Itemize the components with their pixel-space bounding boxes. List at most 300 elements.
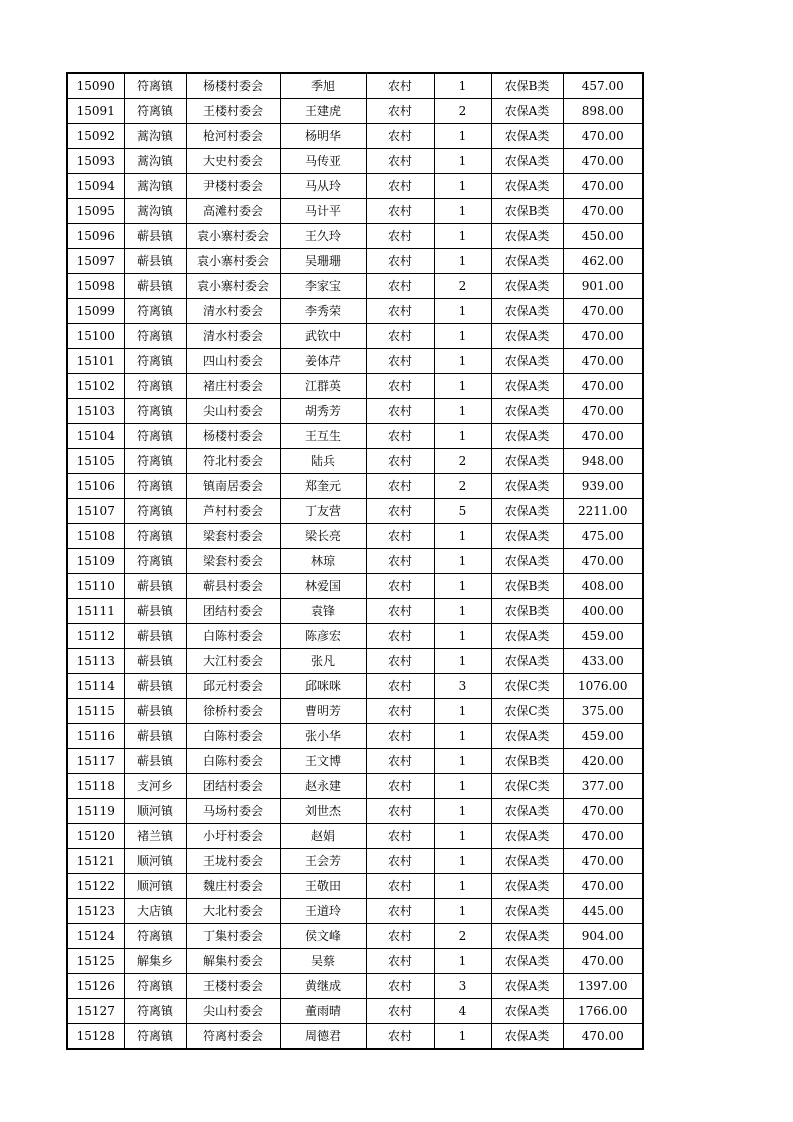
name-cell: 黄继成: [280, 974, 366, 999]
category-cell: 农保A类: [491, 949, 563, 974]
household-type-cell: 农村: [366, 799, 434, 824]
town-cell: 蕲县镇: [124, 224, 186, 249]
record-id-cell: 15098: [67, 274, 124, 299]
amount-cell: 475.00: [563, 524, 643, 549]
amount-cell: 470.00: [563, 374, 643, 399]
member-count-cell: 2: [434, 474, 491, 499]
category-cell: 农保A类: [491, 874, 563, 899]
member-count-cell: 1: [434, 849, 491, 874]
household-type-cell: 农村: [366, 574, 434, 599]
name-cell: 周德君: [280, 1024, 366, 1050]
table-row: [67, 799, 643, 824]
member-count-cell: 1: [434, 324, 491, 349]
table-row: [67, 974, 643, 999]
member-count-cell: 1: [434, 549, 491, 574]
amount-cell: 904.00: [563, 924, 643, 949]
record-id-cell: 15121: [67, 849, 124, 874]
household-type-cell: 农村: [366, 874, 434, 899]
category-cell: 农保A类: [491, 424, 563, 449]
category-cell: 农保A类: [491, 549, 563, 574]
amount-cell: 1397.00: [563, 974, 643, 999]
amount-cell: 470.00: [563, 299, 643, 324]
village-committee-cell: 枪河村委会: [186, 124, 280, 149]
member-count-cell: 1: [434, 524, 491, 549]
record-id-cell: 15113: [67, 649, 124, 674]
household-type-cell: 农村: [366, 524, 434, 549]
amount-cell: 375.00: [563, 699, 643, 724]
table-body: [67, 73, 643, 1049]
village-committee-cell: 小圩村委会: [186, 824, 280, 849]
name-cell: 陆兵: [280, 449, 366, 474]
village-committee-cell: 丁集村委会: [186, 924, 280, 949]
amount-cell: 470.00: [563, 124, 643, 149]
amount-cell: 462.00: [563, 249, 643, 274]
member-count-cell: 1: [434, 899, 491, 924]
town-cell: 蕲县镇: [124, 574, 186, 599]
household-type-cell: 农村: [366, 149, 434, 174]
name-cell: 马从玲: [280, 174, 366, 199]
amount-cell: 470.00: [563, 149, 643, 174]
town-cell: 符离镇: [124, 73, 186, 99]
town-cell: 蒿沟镇: [124, 199, 186, 224]
village-committee-cell: 褚庄村委会: [186, 374, 280, 399]
household-type-cell: 农村: [366, 73, 434, 99]
name-cell: 刘世杰: [280, 799, 366, 824]
member-count-cell: 2: [434, 274, 491, 299]
member-count-cell: 1: [434, 699, 491, 724]
record-id-cell: 15105: [67, 449, 124, 474]
amount-cell: 470.00: [563, 824, 643, 849]
household-type-cell: 农村: [366, 174, 434, 199]
amount-cell: 470.00: [563, 949, 643, 974]
member-count-cell: 1: [434, 399, 491, 424]
record-id-cell: 15097: [67, 249, 124, 274]
village-committee-cell: 梁套村委会: [186, 549, 280, 574]
town-cell: 符离镇: [124, 399, 186, 424]
household-type-cell: 农村: [366, 924, 434, 949]
record-id-cell: 15126: [67, 974, 124, 999]
member-count-cell: 1: [434, 174, 491, 199]
village-committee-cell: 袁小寨村委会: [186, 224, 280, 249]
category-cell: 农保A类: [491, 974, 563, 999]
member-count-cell: 3: [434, 974, 491, 999]
amount-cell: 470.00: [563, 174, 643, 199]
category-cell: 农保C类: [491, 774, 563, 799]
category-cell: 农保A类: [491, 324, 563, 349]
town-cell: 符离镇: [124, 524, 186, 549]
village-committee-cell: 高滩村委会: [186, 199, 280, 224]
category-cell: 农保A类: [491, 624, 563, 649]
amount-cell: 939.00: [563, 474, 643, 499]
record-id-cell: 15114: [67, 674, 124, 699]
category-cell: 农保C类: [491, 699, 563, 724]
category-cell: 农保A类: [491, 924, 563, 949]
village-committee-cell: 清水村委会: [186, 299, 280, 324]
name-cell: 王久玲: [280, 224, 366, 249]
town-cell: 符离镇: [124, 549, 186, 574]
name-cell: 马计平: [280, 199, 366, 224]
record-id-cell: 15124: [67, 924, 124, 949]
town-cell: 蕲县镇: [124, 274, 186, 299]
amount-cell: 470.00: [563, 849, 643, 874]
village-committee-cell: 大史村委会: [186, 149, 280, 174]
village-committee-cell: 清水村委会: [186, 324, 280, 349]
category-cell: 农保B类: [491, 599, 563, 624]
member-count-cell: 1: [434, 799, 491, 824]
name-cell: 李家宝: [280, 274, 366, 299]
table-row: [67, 499, 643, 524]
town-cell: 符离镇: [124, 374, 186, 399]
town-cell: 支河乡: [124, 774, 186, 799]
village-committee-cell: 魏庄村委会: [186, 874, 280, 899]
town-cell: 大店镇: [124, 899, 186, 924]
member-count-cell: 1: [434, 199, 491, 224]
village-committee-cell: 杨楼村委会: [186, 424, 280, 449]
town-cell: 蕲县镇: [124, 249, 186, 274]
table-row: [67, 124, 643, 149]
category-cell: 农保C类: [491, 674, 563, 699]
amount-cell: 408.00: [563, 574, 643, 599]
name-cell: 李秀荣: [280, 299, 366, 324]
member-count-cell: 1: [434, 874, 491, 899]
category-cell: 农保A类: [491, 399, 563, 424]
table-row: [67, 1024, 643, 1050]
category-cell: 农保A类: [491, 124, 563, 149]
record-id-cell: 15092: [67, 124, 124, 149]
village-committee-cell: 王垅村委会: [186, 849, 280, 874]
table-row: [67, 424, 643, 449]
amount-cell: 470.00: [563, 799, 643, 824]
village-committee-cell: 尹楼村委会: [186, 174, 280, 199]
member-count-cell: 1: [434, 749, 491, 774]
village-committee-cell: 白陈村委会: [186, 749, 280, 774]
village-committee-cell: 团结村委会: [186, 599, 280, 624]
record-id-cell: 15094: [67, 174, 124, 199]
village-committee-cell: 白陈村委会: [186, 724, 280, 749]
amount-cell: 470.00: [563, 549, 643, 574]
household-type-cell: 农村: [366, 849, 434, 874]
category-cell: 农保A类: [491, 299, 563, 324]
village-committee-cell: 符北村委会: [186, 449, 280, 474]
category-cell: 农保A类: [491, 249, 563, 274]
name-cell: 胡秀芳: [280, 399, 366, 424]
record-id-cell: 15108: [67, 524, 124, 549]
household-type-cell: 农村: [366, 99, 434, 124]
household-type-cell: 农村: [366, 249, 434, 274]
amount-cell: 898.00: [563, 99, 643, 124]
member-count-cell: 1: [434, 649, 491, 674]
record-id-cell: 15109: [67, 549, 124, 574]
village-committee-cell: 白陈村委会: [186, 624, 280, 649]
category-cell: 农保A类: [491, 849, 563, 874]
town-cell: 蕲县镇: [124, 749, 186, 774]
member-count-cell: 1: [434, 249, 491, 274]
town-cell: 符离镇: [124, 449, 186, 474]
amount-cell: 1076.00: [563, 674, 643, 699]
table-row: [67, 449, 643, 474]
table-row: [67, 749, 643, 774]
town-cell: 蕲县镇: [124, 699, 186, 724]
record-id-cell: 15093: [67, 149, 124, 174]
town-cell: 蕲县镇: [124, 599, 186, 624]
member-count-cell: 2: [434, 449, 491, 474]
record-id-cell: 15110: [67, 574, 124, 599]
town-cell: 符离镇: [124, 499, 186, 524]
town-cell: 蒿沟镇: [124, 124, 186, 149]
member-count-cell: 1: [434, 599, 491, 624]
table-row: [67, 174, 643, 199]
name-cell: 王道玲: [280, 899, 366, 924]
amount-cell: 470.00: [563, 874, 643, 899]
name-cell: 王建虎: [280, 99, 366, 124]
record-id-cell: 15120: [67, 824, 124, 849]
town-cell: 蒿沟镇: [124, 174, 186, 199]
amount-cell: 948.00: [563, 449, 643, 474]
name-cell: 张小华: [280, 724, 366, 749]
amount-cell: 470.00: [563, 349, 643, 374]
category-cell: 农保A类: [491, 999, 563, 1024]
name-cell: 侯文峰: [280, 924, 366, 949]
table-row: [67, 349, 643, 374]
household-type-cell: 农村: [366, 649, 434, 674]
category-cell: 农保A类: [491, 174, 563, 199]
household-type-cell: 农村: [366, 599, 434, 624]
category-cell: 农保A类: [491, 149, 563, 174]
member-count-cell: 1: [434, 224, 491, 249]
town-cell: 符离镇: [124, 924, 186, 949]
name-cell: 张凡: [280, 649, 366, 674]
town-cell: 符离镇: [124, 324, 186, 349]
category-cell: 农保A类: [491, 649, 563, 674]
amount-cell: 377.00: [563, 774, 643, 799]
household-type-cell: 农村: [366, 199, 434, 224]
table-row: [67, 824, 643, 849]
table-row: [67, 149, 643, 174]
category-cell: 农保B类: [491, 199, 563, 224]
record-id-cell: 15104: [67, 424, 124, 449]
member-count-cell: 1: [434, 124, 491, 149]
name-cell: 袁锋: [280, 599, 366, 624]
town-cell: 符离镇: [124, 999, 186, 1024]
village-committee-cell: 符离村委会: [186, 1024, 280, 1050]
member-count-cell: 1: [434, 774, 491, 799]
member-count-cell: 1: [434, 349, 491, 374]
household-type-cell: 农村: [366, 674, 434, 699]
village-committee-cell: 四山村委会: [186, 349, 280, 374]
town-cell: 符离镇: [124, 99, 186, 124]
household-type-cell: 农村: [366, 974, 434, 999]
record-id-cell: 15122: [67, 874, 124, 899]
village-committee-cell: 大北村委会: [186, 899, 280, 924]
table-row: [67, 699, 643, 724]
category-cell: 农保A类: [491, 499, 563, 524]
member-count-cell: 1: [434, 574, 491, 599]
household-type-cell: 农村: [366, 624, 434, 649]
category-cell: 农保A类: [491, 724, 563, 749]
village-committee-cell: 芦村村委会: [186, 499, 280, 524]
household-type-cell: 农村: [366, 1024, 434, 1050]
member-count-cell: 1: [434, 374, 491, 399]
category-cell: 农保A类: [491, 374, 563, 399]
record-id-cell: 15096: [67, 224, 124, 249]
category-cell: 农保A类: [491, 524, 563, 549]
amount-cell: 470.00: [563, 424, 643, 449]
category-cell: 农保A类: [491, 824, 563, 849]
household-type-cell: 农村: [366, 499, 434, 524]
household-type-cell: 农村: [366, 824, 434, 849]
member-count-cell: 1: [434, 724, 491, 749]
record-id-cell: 15119: [67, 799, 124, 824]
amount-cell: 420.00: [563, 749, 643, 774]
amount-cell: 470.00: [563, 1024, 643, 1050]
record-id-cell: 15107: [67, 499, 124, 524]
category-cell: 农保A类: [491, 274, 563, 299]
record-id-cell: 15125: [67, 949, 124, 974]
table-row: [67, 374, 643, 399]
record-id-cell: 15091: [67, 99, 124, 124]
name-cell: 董雨晴: [280, 999, 366, 1024]
record-id-cell: 15115: [67, 699, 124, 724]
amount-cell: 470.00: [563, 399, 643, 424]
amount-cell: 901.00: [563, 274, 643, 299]
record-id-cell: 15111: [67, 599, 124, 624]
household-type-cell: 农村: [366, 999, 434, 1024]
household-type-cell: 农村: [366, 424, 434, 449]
table-row: [67, 624, 643, 649]
amount-cell: 457.00: [563, 73, 643, 99]
village-committee-cell: 尖山村委会: [186, 999, 280, 1024]
table-row: [67, 324, 643, 349]
record-id-cell: 15103: [67, 399, 124, 424]
table-row: [67, 99, 643, 124]
table-row: [67, 299, 643, 324]
table-row: [67, 199, 643, 224]
town-cell: 蕲县镇: [124, 674, 186, 699]
record-id-cell: 15127: [67, 999, 124, 1024]
table-row: [67, 524, 643, 549]
name-cell: 邱咪咪: [280, 674, 366, 699]
town-cell: 顺河镇: [124, 799, 186, 824]
category-cell: 农保B类: [491, 749, 563, 774]
amount-cell: 400.00: [563, 599, 643, 624]
name-cell: 吴珊珊: [280, 249, 366, 274]
name-cell: 丁友营: [280, 499, 366, 524]
household-type-cell: 农村: [366, 399, 434, 424]
member-count-cell: 1: [434, 73, 491, 99]
table-row: [67, 899, 643, 924]
village-committee-cell: 马场村委会: [186, 799, 280, 824]
member-count-cell: 3: [434, 674, 491, 699]
record-id-cell: 15099: [67, 299, 124, 324]
table-row: [67, 249, 643, 274]
household-type-cell: 农村: [366, 349, 434, 374]
table-row: [67, 549, 643, 574]
category-cell: 农保B类: [491, 73, 563, 99]
village-committee-cell: 团结村委会: [186, 774, 280, 799]
town-cell: 顺河镇: [124, 849, 186, 874]
town-cell: 褚兰镇: [124, 824, 186, 849]
name-cell: 梁长亮: [280, 524, 366, 549]
member-count-cell: 1: [434, 824, 491, 849]
household-type-cell: 农村: [366, 374, 434, 399]
member-count-cell: 5: [434, 499, 491, 524]
record-id-cell: 15102: [67, 374, 124, 399]
member-count-cell: 4: [434, 999, 491, 1024]
table-row: [67, 649, 643, 674]
name-cell: 马传亚: [280, 149, 366, 174]
name-cell: 陈彦宏: [280, 624, 366, 649]
amount-cell: 459.00: [563, 624, 643, 649]
record-id-cell: 15118: [67, 774, 124, 799]
table-row: [67, 599, 643, 624]
town-cell: 符离镇: [124, 474, 186, 499]
town-cell: 符离镇: [124, 974, 186, 999]
amount-cell: 470.00: [563, 199, 643, 224]
table-row: [67, 474, 643, 499]
village-committee-cell: 王楼村委会: [186, 974, 280, 999]
table-row: [67, 224, 643, 249]
name-cell: 季旭: [280, 73, 366, 99]
household-type-cell: 农村: [366, 224, 434, 249]
category-cell: 农保A类: [491, 799, 563, 824]
town-cell: 符离镇: [124, 349, 186, 374]
table-row: [67, 999, 643, 1024]
record-id-cell: 15106: [67, 474, 124, 499]
household-type-cell: 农村: [366, 699, 434, 724]
name-cell: 赵娟: [280, 824, 366, 849]
amount-cell: 445.00: [563, 899, 643, 924]
member-count-cell: 1: [434, 1024, 491, 1050]
village-committee-cell: 蕲县村委会: [186, 574, 280, 599]
amount-cell: 2211.00: [563, 499, 643, 524]
name-cell: 林琼: [280, 549, 366, 574]
record-id-cell: 15090: [67, 73, 124, 99]
amount-cell: 470.00: [563, 324, 643, 349]
table-row: [67, 874, 643, 899]
category-cell: 农保A类: [491, 899, 563, 924]
data-table: [66, 72, 644, 1050]
town-cell: 符离镇: [124, 1024, 186, 1050]
village-committee-cell: 袁小寨村委会: [186, 274, 280, 299]
name-cell: 姜体芹: [280, 349, 366, 374]
name-cell: 吴蔡: [280, 949, 366, 974]
village-committee-cell: 徐桥村委会: [186, 699, 280, 724]
village-committee-cell: 尖山村委会: [186, 399, 280, 424]
table-row: [67, 674, 643, 699]
table-row: [67, 949, 643, 974]
name-cell: 王互生: [280, 424, 366, 449]
category-cell: 农保A类: [491, 1024, 563, 1050]
household-type-cell: 农村: [366, 324, 434, 349]
name-cell: 王文博: [280, 749, 366, 774]
village-committee-cell: 袁小寨村委会: [186, 249, 280, 274]
table-row: [67, 774, 643, 799]
household-type-cell: 农村: [366, 124, 434, 149]
category-cell: 农保B类: [491, 574, 563, 599]
table-row: [67, 399, 643, 424]
category-cell: 农保A类: [491, 449, 563, 474]
table-row: [67, 724, 643, 749]
record-id-cell: 15112: [67, 624, 124, 649]
name-cell: 林爱国: [280, 574, 366, 599]
name-cell: 杨明华: [280, 124, 366, 149]
member-count-cell: 1: [434, 149, 491, 174]
record-id-cell: 15095: [67, 199, 124, 224]
town-cell: 蕲县镇: [124, 649, 186, 674]
table-row: [67, 849, 643, 874]
record-id-cell: 15101: [67, 349, 124, 374]
amount-cell: 450.00: [563, 224, 643, 249]
